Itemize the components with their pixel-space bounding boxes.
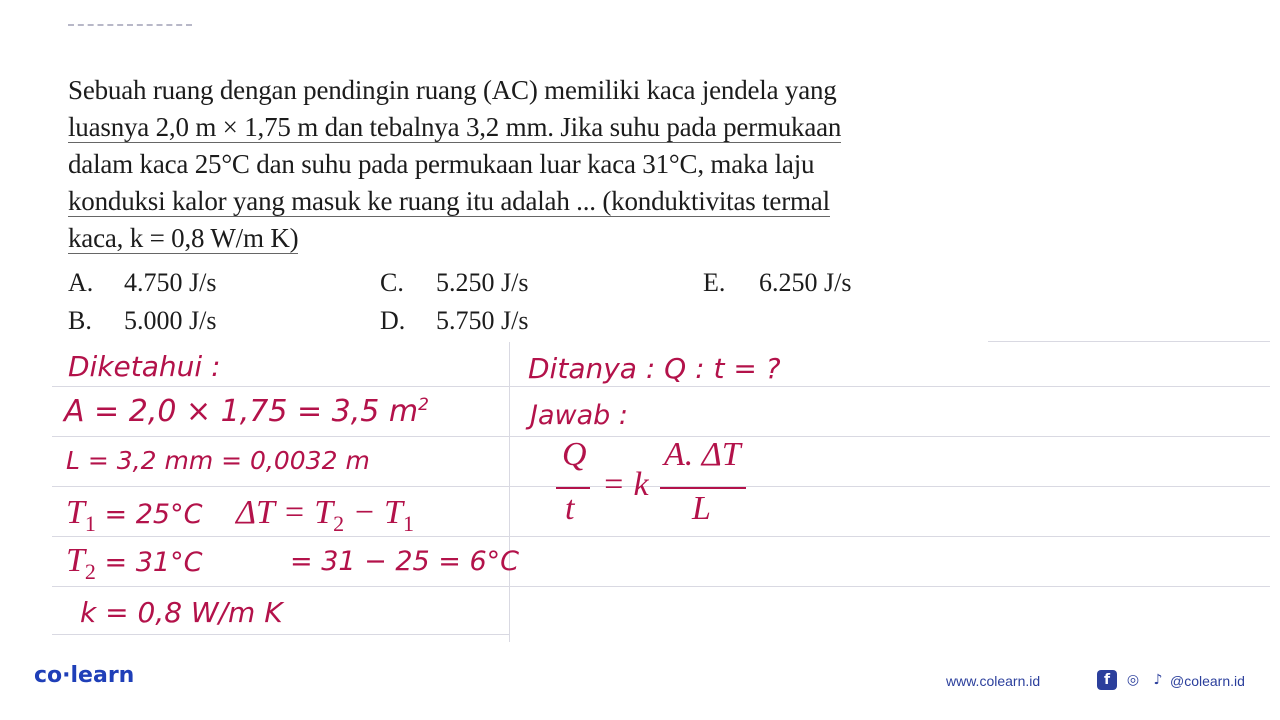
- conductivity-line: k = 0,8 W/m K: [80, 596, 283, 629]
- divider: [52, 536, 1270, 537]
- option-b[interactable]: [68, 306, 216, 336]
- formula-equals-k: = k: [602, 466, 649, 503]
- option-c-letter: C.: [380, 268, 404, 297]
- option-e-text: 6.250 J/s: [759, 268, 852, 297]
- divider: [52, 634, 510, 635]
- option-d-text: 5.750 J/s: [436, 306, 529, 335]
- question-line-2: luasnya 2,0 m × 1,75 m dan tebalnya 3,2 mm. Jika suhu pada permukaan: [68, 112, 842, 142]
- option-e-letter: E.: [703, 268, 726, 297]
- divider: [52, 386, 1270, 387]
- option-c-text: 5.250 J/s: [436, 268, 529, 297]
- question-line-1: Sebuah ruang dengan pendingin ruang (AC) memiliki kaca jendela yang: [68, 75, 837, 105]
- jawab-label: Jawab :: [530, 400, 628, 431]
- diketahui-label: Diketahui :: [68, 350, 221, 383]
- social-handle[interactable]: @colearn.id: [1170, 673, 1245, 689]
- area-line: A = 2,0 × 1,75 = 3,5 $m^2$: [64, 394, 429, 429]
- fraction-bar: [556, 487, 590, 489]
- column-divider: [509, 342, 510, 642]
- top-dashed-line: [68, 24, 192, 26]
- question-line-5: kaca, k = 0,8 W/m K): [68, 223, 299, 253]
- option-a-text: 4.750 J/s: [124, 268, 217, 297]
- option-d[interactable]: [380, 306, 528, 336]
- fraction-bar: [660, 487, 746, 489]
- instagram-icon[interactable]: ◎: [1126, 672, 1140, 688]
- formula-t: t: [565, 490, 575, 527]
- option-c[interactable]: [380, 268, 528, 298]
- formula-q: Q: [562, 436, 587, 473]
- facebook-icon[interactable]: f: [1097, 670, 1117, 690]
- delta-t-result: = 31 − 25 = 6°C: [290, 546, 520, 577]
- option-d-letter: D.: [380, 306, 406, 335]
- ditanya-label: Ditanya : Q : t = ?: [528, 352, 781, 385]
- formula-l: L: [692, 490, 711, 527]
- option-a-letter: A.: [68, 268, 94, 297]
- divider: [52, 586, 1270, 587]
- thickness-line: L = 3,2 mm = 0,0032 m: [66, 446, 370, 475]
- question-line-3: dalam kaca 25°C dan suhu pada permukaan luar kaca 31°C, maka laju: [68, 149, 815, 179]
- t1-line: $T_1 = 25^\circ C$: [66, 494, 203, 536]
- heat-rate-formula: [556, 436, 756, 536]
- website-link[interactable]: www.colearn.id: [946, 673, 1041, 689]
- divider: [988, 341, 1270, 342]
- option-b-text: 5.000 J/s: [124, 306, 217, 335]
- delta-t-formula: $\Delta T = T_2 - T_1$: [236, 494, 414, 536]
- formula-area-delta: A. ΔT: [664, 436, 741, 473]
- colearn-logo[interactable]: co·learn: [34, 663, 135, 688]
- question-text: [68, 72, 983, 257]
- option-a[interactable]: [68, 268, 216, 298]
- t2-line: $T_2 = 31^\circ C$: [66, 542, 203, 584]
- question-line-4: konduksi kalor yang masuk ke ruang itu adalah ... (konduktivitas termal: [68, 186, 830, 216]
- option-e[interactable]: [703, 268, 851, 298]
- option-b-letter: B.: [68, 306, 92, 335]
- tiktok-icon[interactable]: ♪: [1153, 672, 1163, 688]
